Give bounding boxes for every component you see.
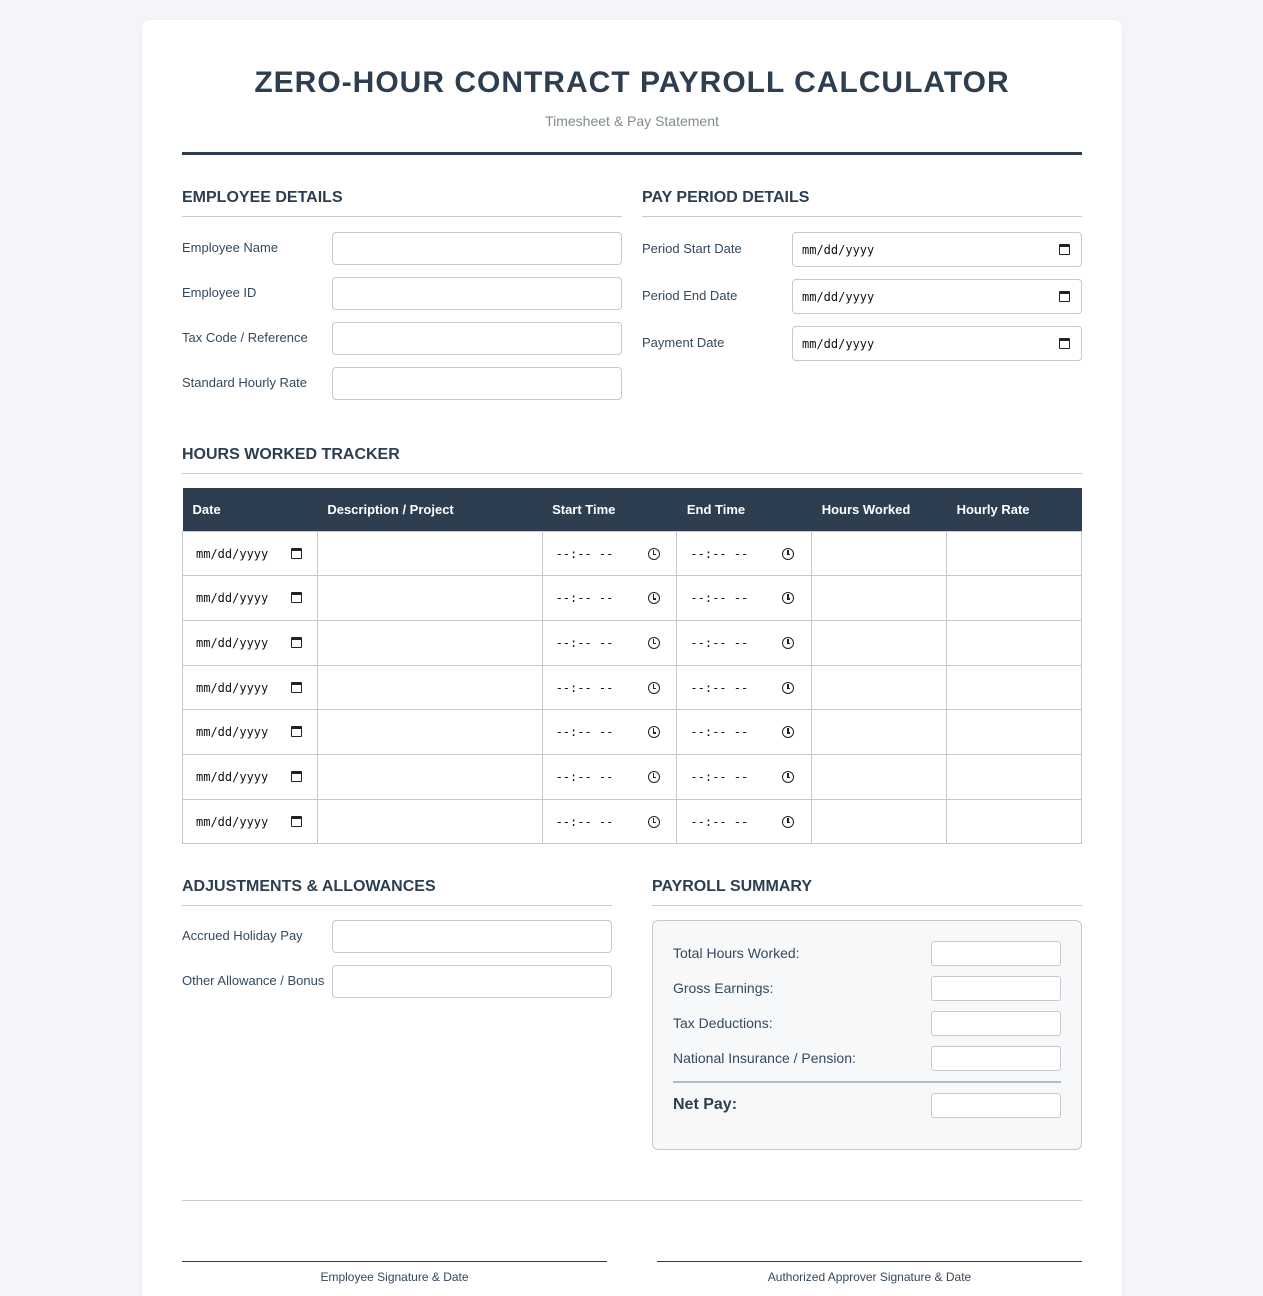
hourly-rate-cell-input[interactable]	[947, 576, 1082, 621]
table-row	[183, 620, 1082, 665]
end-time-placeholder: --:-- --	[690, 725, 749, 740]
clock-icon[interactable]	[782, 548, 794, 560]
table-row	[183, 531, 1082, 576]
col-header-hours-worked: Hours Worked	[812, 488, 947, 531]
employee-id-row	[182, 277, 622, 310]
description-cell-input[interactable]	[317, 576, 542, 621]
calendar-icon[interactable]	[1059, 244, 1070, 255]
start-time-placeholder: --:-- --	[555, 725, 614, 740]
payment-date-row	[642, 326, 1082, 359]
gross-earnings-label: Gross Earnings:	[673, 980, 774, 996]
date-placeholder: mm/dd/yyyy	[196, 680, 269, 695]
payroll-summary-heading: PAYROLL SUMMARY	[652, 878, 1082, 906]
clock-icon[interactable]	[782, 771, 794, 783]
calendar-icon[interactable]	[291, 771, 302, 782]
description-cell-input[interactable]	[317, 620, 542, 665]
allowance-input[interactable]	[332, 965, 612, 998]
hours-worked-cell-input[interactable]	[812, 710, 947, 755]
end-time-placeholder: --:-- --	[690, 546, 749, 561]
col-header-start-time: Start Time	[542, 488, 677, 531]
description-cell-input[interactable]	[317, 799, 542, 844]
start-time-placeholder: --:-- --	[555, 814, 614, 829]
footer-divider	[182, 1200, 1082, 1201]
clock-icon[interactable]	[782, 682, 794, 694]
total-hours-input[interactable]	[931, 941, 1061, 966]
date-placeholder: mm/dd/yyyy	[196, 635, 269, 650]
end-time-placeholder: --:-- --	[690, 591, 749, 606]
date-cell-input[interactable]	[183, 665, 318, 710]
description-cell-input[interactable]	[317, 531, 542, 576]
total-hours-label: Total Hours Worked:	[673, 945, 800, 961]
col-header-description: Description / Project	[317, 488, 542, 531]
table-header-row	[183, 488, 1082, 531]
period-start-placeholder: mm/dd/yyyy	[802, 243, 875, 257]
calendar-icon[interactable]	[291, 726, 302, 737]
hourly-rate-cell-input[interactable]	[947, 710, 1082, 755]
hourly-rate-cell-input[interactable]	[947, 754, 1082, 799]
ni-pension-label: National Insurance / Pension:	[673, 1050, 856, 1066]
tax-code-label: Tax Code / Reference	[182, 330, 308, 345]
employee-name-row	[182, 232, 622, 265]
clock-icon[interactable]	[648, 637, 660, 649]
employee-details-heading: EMPLOYEE DETAILS	[182, 189, 622, 217]
allowance-label: Other Allowance / Bonus	[182, 973, 325, 988]
summary-row-ni-pension	[673, 1046, 1061, 1071]
holiday-pay-row	[182, 920, 612, 953]
summary-row-total-hours	[673, 941, 1061, 966]
clock-icon[interactable]	[782, 637, 794, 649]
start-time-cell-input[interactable]	[542, 531, 677, 576]
payment-date-label: Payment Date	[642, 335, 725, 350]
table-row	[183, 754, 1082, 799]
payment-date-input[interactable]	[792, 326, 1082, 361]
date-cell-input[interactable]	[183, 710, 318, 755]
end-time-placeholder: --:-- --	[690, 769, 749, 784]
start-time-cell-input[interactable]	[542, 754, 677, 799]
summary-row-tax	[673, 1011, 1061, 1036]
calendar-icon[interactable]	[1059, 291, 1070, 302]
payroll-summary-box	[652, 920, 1082, 1150]
calendar-icon[interactable]	[291, 682, 302, 693]
employee-signature-line[interactable]	[182, 1261, 607, 1262]
date-cell-input[interactable]	[183, 531, 318, 576]
end-time-cell-input[interactable]	[677, 531, 812, 576]
table-row	[183, 576, 1082, 621]
clock-icon[interactable]	[648, 726, 660, 738]
period-end-placeholder: mm/dd/yyyy	[802, 290, 875, 304]
period-end-date-input[interactable]	[792, 279, 1082, 314]
start-time-placeholder: --:-- --	[555, 635, 614, 650]
hourly-rate-input[interactable]	[332, 367, 622, 400]
start-time-placeholder: --:-- --	[555, 591, 614, 606]
period-start-date-input[interactable]	[792, 232, 1082, 267]
hourly-rate-cell-input[interactable]	[947, 531, 1082, 576]
description-cell-input[interactable]	[317, 710, 542, 755]
title-divider	[182, 152, 1082, 155]
end-time-cell-input[interactable]	[677, 576, 812, 621]
period-start-label: Period Start Date	[642, 241, 742, 256]
hours-worked-cell-input[interactable]	[812, 531, 947, 576]
hours-worked-cell-input[interactable]	[812, 754, 947, 799]
calendar-icon[interactable]	[291, 637, 302, 648]
page-title: ZERO-HOUR CONTRACT PAYROLL CALCULATOR	[254, 66, 1010, 99]
employee-id-label: Employee ID	[182, 285, 257, 300]
clock-icon[interactable]	[782, 816, 794, 828]
start-time-cell-input[interactable]	[542, 799, 677, 844]
end-time-cell-input[interactable]	[677, 710, 812, 755]
period-end-label: Period End Date	[642, 288, 738, 303]
description-cell-input[interactable]	[317, 754, 542, 799]
date-placeholder: mm/dd/yyyy	[196, 814, 269, 829]
pay-period-heading: PAY PERIOD DETAILS	[642, 189, 1082, 217]
gross-earnings-input[interactable]	[931, 976, 1061, 1001]
allowance-row	[182, 965, 612, 998]
start-time-placeholder: --:-- --	[555, 680, 614, 695]
adjustments-heading: ADJUSTMENTS & ALLOWANCES	[182, 878, 612, 906]
clock-icon[interactable]	[782, 592, 794, 604]
table-row	[183, 665, 1082, 710]
holiday-pay-label: Accrued Holiday Pay	[182, 928, 303, 943]
date-placeholder: mm/dd/yyyy	[196, 546, 269, 561]
summary-row-gross	[673, 976, 1061, 1001]
period-end-row	[642, 279, 1082, 312]
hourly-rate-cell-input[interactable]	[947, 665, 1082, 710]
hours-tracker-table	[182, 488, 1082, 844]
calendar-icon[interactable]	[1059, 338, 1070, 349]
date-cell-input[interactable]	[183, 754, 318, 799]
hours-worked-cell-input[interactable]	[812, 799, 947, 844]
date-placeholder: mm/dd/yyyy	[196, 725, 269, 740]
clock-icon[interactable]	[782, 726, 794, 738]
end-time-placeholder: --:-- --	[690, 680, 749, 695]
calendar-icon[interactable]	[291, 592, 302, 603]
tax-code-input[interactable]	[332, 322, 622, 355]
hours-worked-cell-input[interactable]	[812, 620, 947, 665]
hours-tracker-heading: HOURS WORKED TRACKER	[182, 446, 1082, 474]
start-time-cell-input[interactable]	[542, 620, 677, 665]
payment-date-placeholder: mm/dd/yyyy	[802, 337, 875, 351]
holiday-pay-input[interactable]	[332, 920, 612, 953]
end-time-placeholder: --:-- --	[690, 814, 749, 829]
hourly-rate-cell-input[interactable]	[947, 620, 1082, 665]
date-placeholder: mm/dd/yyyy	[196, 591, 269, 606]
end-time-cell-input[interactable]	[677, 754, 812, 799]
ni-pension-input[interactable]	[931, 1046, 1061, 1071]
tax-deductions-input[interactable]	[931, 1011, 1061, 1036]
end-time-cell-input[interactable]	[677, 665, 812, 710]
start-time-cell-input[interactable]	[542, 665, 677, 710]
clock-icon[interactable]	[648, 682, 660, 694]
calendar-icon[interactable]	[291, 816, 302, 827]
col-header-end-time: End Time	[677, 488, 812, 531]
date-cell-input[interactable]	[183, 576, 318, 621]
hourly-rate-label: Standard Hourly Rate	[182, 375, 308, 390]
end-time-placeholder: --:-- --	[690, 635, 749, 650]
payroll-form-card	[142, 20, 1122, 1296]
table-row	[183, 799, 1082, 844]
description-cell-input[interactable]	[317, 665, 542, 710]
approver-signature-line[interactable]	[657, 1261, 1082, 1262]
employee-id-input[interactable]	[332, 277, 622, 310]
start-time-cell-input[interactable]	[542, 576, 677, 621]
period-start-row	[642, 232, 1082, 265]
employee-signature-label: Employee Signature & Date	[320, 1270, 469, 1284]
tax-deductions-label: Tax Deductions:	[673, 1015, 773, 1031]
date-placeholder: mm/dd/yyyy	[196, 769, 269, 784]
net-pay-input[interactable]	[931, 1093, 1061, 1118]
end-time-cell-input[interactable]	[677, 620, 812, 665]
end-time-cell-input[interactable]	[677, 799, 812, 844]
calendar-icon[interactable]	[291, 548, 302, 559]
employee-name-input[interactable]	[332, 232, 622, 265]
hours-worked-cell-input[interactable]	[812, 576, 947, 621]
clock-icon[interactable]	[648, 816, 660, 828]
summary-row-net-pay	[673, 1093, 1061, 1118]
hours-worked-cell-input[interactable]	[812, 665, 947, 710]
summary-divider	[673, 1081, 1061, 1083]
net-pay-label: Net Pay:	[673, 1096, 738, 1113]
tracker-body	[183, 531, 1082, 844]
col-header-hourly-rate: Hourly Rate	[947, 488, 1082, 531]
start-time-placeholder: --:-- --	[555, 546, 614, 561]
table-row	[183, 710, 1082, 755]
clock-icon[interactable]	[648, 592, 660, 604]
hourly-rate-row	[182, 367, 622, 400]
hourly-rate-cell-input[interactable]	[947, 799, 1082, 844]
date-cell-input[interactable]	[183, 620, 318, 665]
tax-code-row	[182, 322, 622, 355]
clock-icon[interactable]	[648, 548, 660, 560]
page-subtitle: Timesheet & Pay Statement	[545, 113, 719, 129]
employee-name-label: Employee Name	[182, 240, 279, 255]
approver-signature-label: Authorized Approver Signature & Date	[767, 1270, 972, 1284]
date-cell-input[interactable]	[183, 799, 318, 844]
col-header-date: Date	[183, 488, 318, 531]
start-time-placeholder: --:-- --	[555, 769, 614, 784]
clock-icon[interactable]	[648, 771, 660, 783]
start-time-cell-input[interactable]	[542, 710, 677, 755]
